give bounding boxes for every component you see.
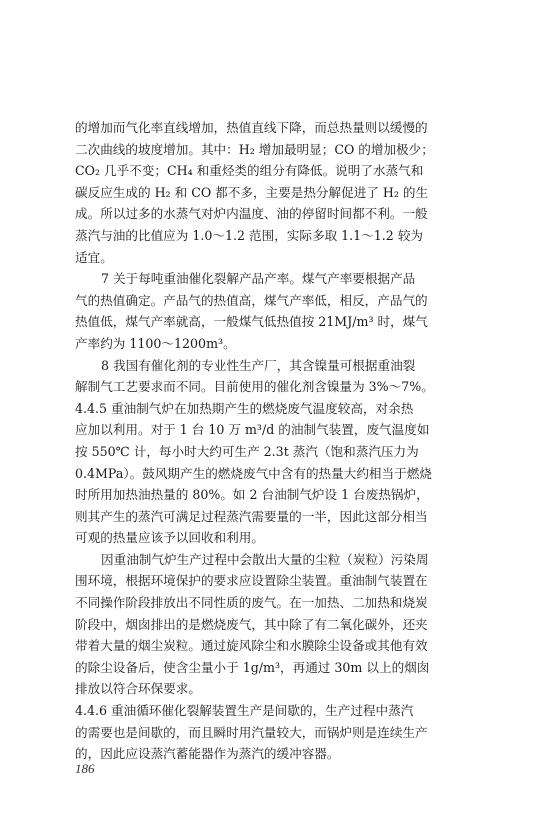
text-line: 可观的热量应该予以回收和利用。 xyxy=(75,530,264,546)
text-line: 不同操作阶段排放出不同性质的废气。在一加热、二加热和烧炭 xyxy=(75,595,428,611)
section-4-4-5-line: 4.4.5 重油制气炉在加热期产生的燃烧废气温度较高，对余热 xyxy=(75,400,414,416)
text-line: 0.4MPa）。鼓风期产生的燃烧废气中含有的热量大约相当于燃烧 xyxy=(75,465,432,481)
text-line: 气的热值确定。产品气的热值高，煤气产率低，相反，产品气的 xyxy=(75,292,428,308)
clause-8-line: 8 我国有催化剂的专业性生产厂，其含镍量可根据重油裂 xyxy=(101,357,416,373)
text-line: 的，因此应设蒸汽蓄能器作为蒸汽的缓冲容器。 xyxy=(75,746,340,762)
text-line: 的增加而气化率直线增加，热值直线下降，而总热量则以缓慢的 xyxy=(75,120,428,135)
text-line: 适宜。 xyxy=(75,249,113,265)
text-line: 解制气工艺要求而不同。目前使用的催化剂含镍量为 3%～7%。 xyxy=(75,379,434,395)
paragraph-dust-line: 因重油制气炉生产过程中会散出大量的尘粒（炭粒）污染周 xyxy=(101,551,429,567)
text-line: 则其产生的蒸汽可满足过程蒸汽需要量的一半，因此这部分相当 xyxy=(75,508,428,524)
text-line: CO₂ 几乎不变；CH₄ 和重烃类的组分有降低。说明了水蒸气和 xyxy=(75,163,424,179)
text-line: 阶段中，烟囱排出的是燃烧废气，其中除了有二氧化碳外，还夹 xyxy=(75,616,428,632)
text-line: 时所用加热油热量的 80%。如 2 台油制气炉设 1 台废热锅炉， xyxy=(75,487,429,503)
text-line: 成。所以过多的水蒸气对炉内温度、油的停留时间都不利。一般 xyxy=(75,206,428,222)
clause-7-line: 7 关于每吨重油催化裂解产品产率。煤气产率要根据产品 xyxy=(101,271,416,287)
text-line: 应加以利用。对于 1 台 10 万 m³/d 的油制气装置，废气温度如 xyxy=(75,422,430,438)
text-line: 的除尘设备后，使含尘量小于 1g/m³，再通过 30m 以上的烟囱 xyxy=(75,659,430,675)
text-line: 排放以符合环保要求。 xyxy=(75,681,201,697)
text-line: 蒸汽与油的比值应为 1.0～1.2 范围，实际多取 1.1～1.2 较为 xyxy=(75,227,424,243)
text-line: 热值低，煤气产率就高，一般煤气低热值按 21MJ/m³ 时，煤气 xyxy=(75,314,428,330)
text-line: 产率约为 1100～1200m³。 xyxy=(75,335,236,351)
text-line: 围环境，根据环境保护的要求应设置除尘装置。重油制气装置在 xyxy=(75,573,428,589)
page-number: 186 xyxy=(75,761,95,776)
text-line: 带着大量的烟尘炭粒。通过旋风除尘和水膜除尘设备或其他有效 xyxy=(75,638,428,654)
text-line: 的需要也是间歇的，而且瞬时用汽量较大，而锅炉则是连续生产 xyxy=(75,724,428,740)
text-line: 碳反应生成的 H₂ 和 CO 都不多，主要是热分解促进了 H₂ 的生 xyxy=(75,184,429,200)
section-4-4-6-line: 4.4.6 重油循环催化裂解装置生产是间歇的，生产过程中蒸汽 xyxy=(75,703,414,719)
text-line: 二次曲线的坡度增加。其中：H₂ 增加最明显；CO 的增加极少； xyxy=(75,141,434,157)
body-text xyxy=(75,117,500,765)
text-line: 按 550℃ 计，每小时大约可生产 2.3t 蒸汽（饱和蒸汽压力为 xyxy=(75,443,419,459)
